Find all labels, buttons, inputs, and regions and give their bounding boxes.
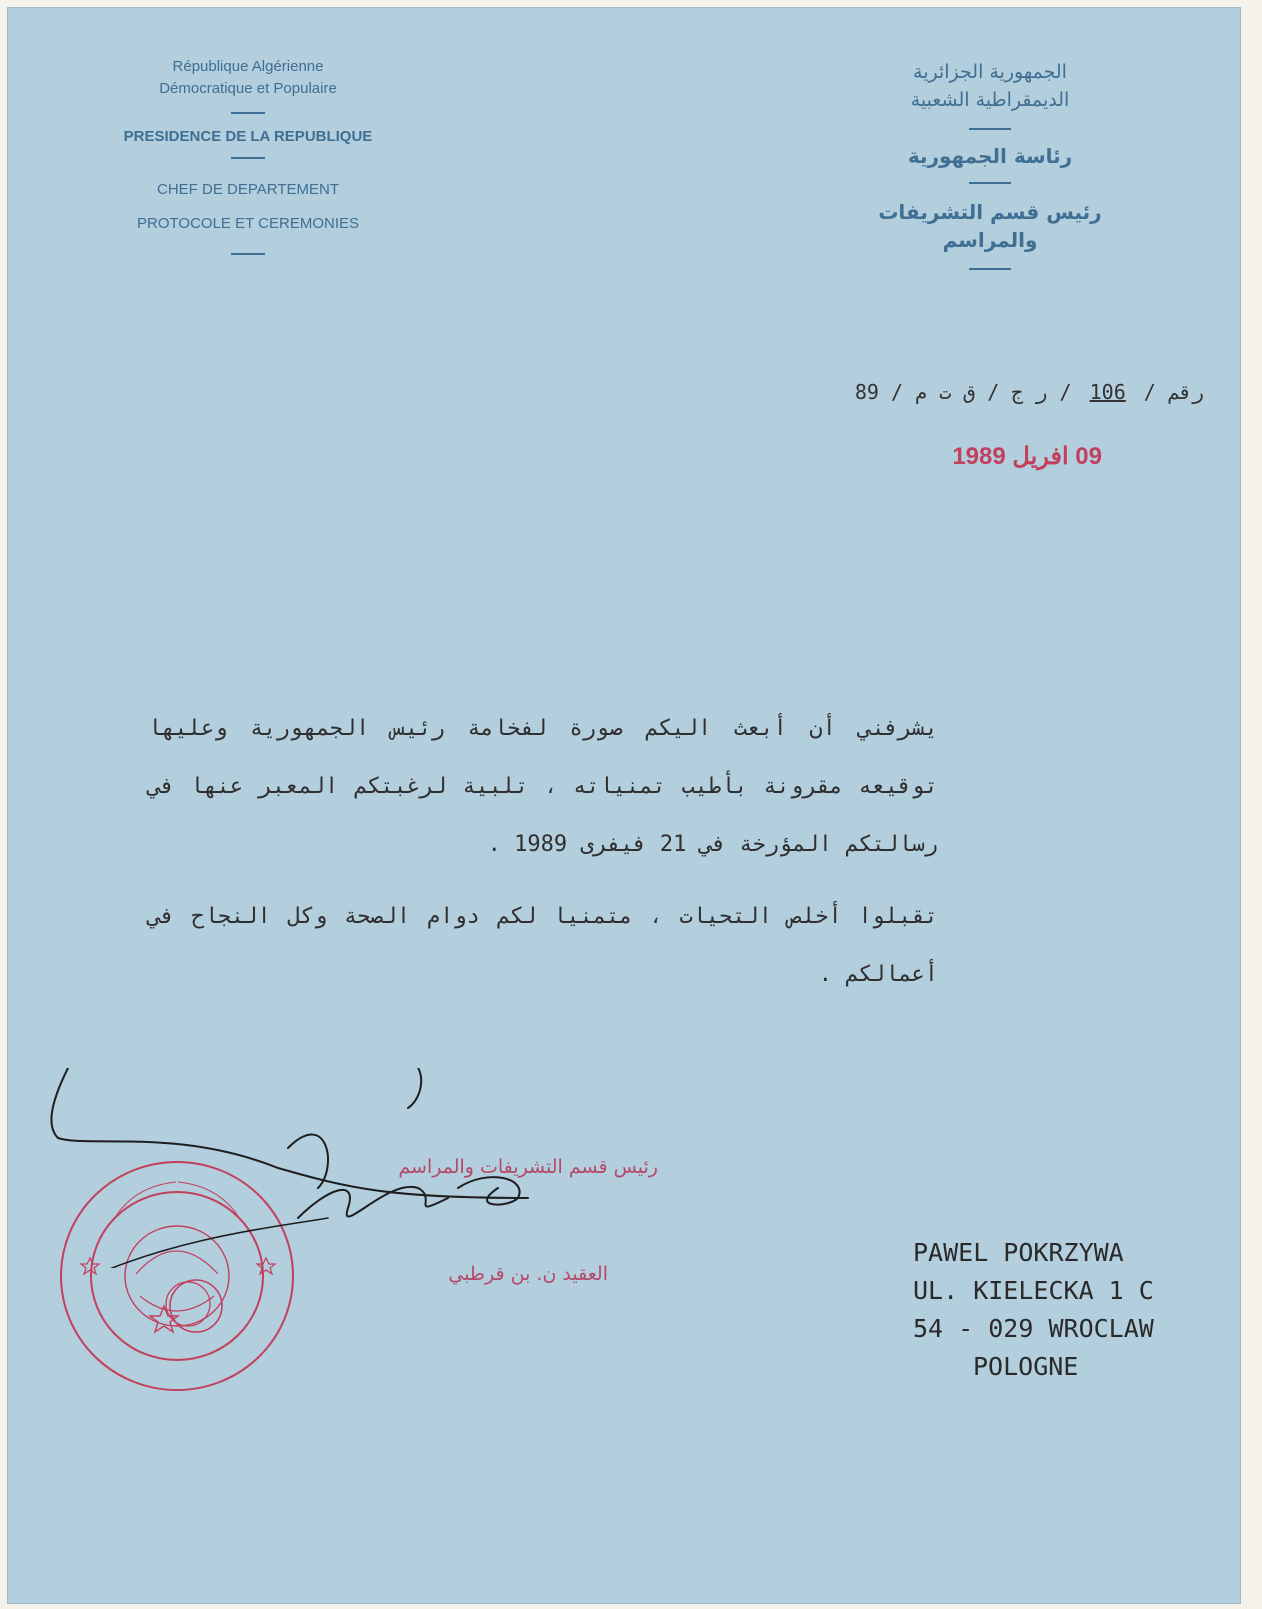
recipient-name: PAWEL POKRZYWA [913, 1238, 1124, 1267]
date-stamp: 09 افريل 1989 [952, 443, 1102, 470]
signatory-name: العقيد ن. بن قرطبي [448, 1263, 608, 1285]
letterhead-fr-dept1: CHEF DE DEPARTEMENT [157, 181, 339, 198]
letter-body [148, 700, 938, 1018]
recipient-address [913, 1234, 1154, 1386]
letterhead-ar-dept1: رئيس قسم التشريفات [878, 200, 1102, 224]
divider [231, 253, 265, 255]
divider [231, 112, 265, 114]
reference-number [855, 380, 1204, 404]
divider [969, 268, 1011, 270]
body-paragraph: يشرفني أن أبعث اليكم صورة لفخامة رئيس الجمهورية وعليها توقيعه مقرونة بأطيب تمنياته ، تلبية لرغبتكم المعبر عنها في رسالتكم المؤرخة في 21 فيفرى 1989 . [148, 716, 938, 857]
letterhead-ar-dept2: والمراسم [942, 228, 1038, 252]
reference-value: 106 [1089, 380, 1126, 404]
divider [231, 157, 265, 159]
letterhead-fr-presidency: PRESIDENCE DE LA REPUBLIQUE [123, 128, 373, 145]
letterhead-ar-line2: الديمقراطية الشعبية [910, 89, 1070, 111]
reference-suffix: / ر ج / ق ت م / 89 [854, 380, 1072, 404]
divider [969, 182, 1011, 184]
body-paragraph: تقبلوا أخلص التحيات ، متمنيا لكم دوام الصحة وكل النجاح في أعمالكم . [148, 904, 938, 987]
letterhead-arabic [820, 58, 1160, 284]
letterhead-french [78, 56, 418, 267]
letterhead-fr-dept2: PROTOCOLE ET CEREMONIES [137, 215, 359, 232]
signatory-title: رئيس قسم التشريفات والمراسم [398, 1156, 658, 1178]
reference-prefix: رقم / [1143, 380, 1204, 404]
letterhead-fr-line1: République Algérienne [172, 58, 324, 75]
recipient-country: POLOGNE [973, 1352, 1079, 1381]
letterhead-ar-presidency: رئاسة الجمهورية [907, 144, 1073, 168]
letterhead-ar-line1: الجمهورية الجزائرية [913, 61, 1067, 83]
recipient-street: UL. KIELECKA 1 C [913, 1276, 1154, 1305]
divider [969, 128, 1011, 130]
letterhead-fr-line2: Démocratique et Populaire [159, 80, 337, 97]
letter-page [8, 8, 1240, 1603]
recipient-city: 54 - 029 WROCLAW [913, 1314, 1154, 1343]
